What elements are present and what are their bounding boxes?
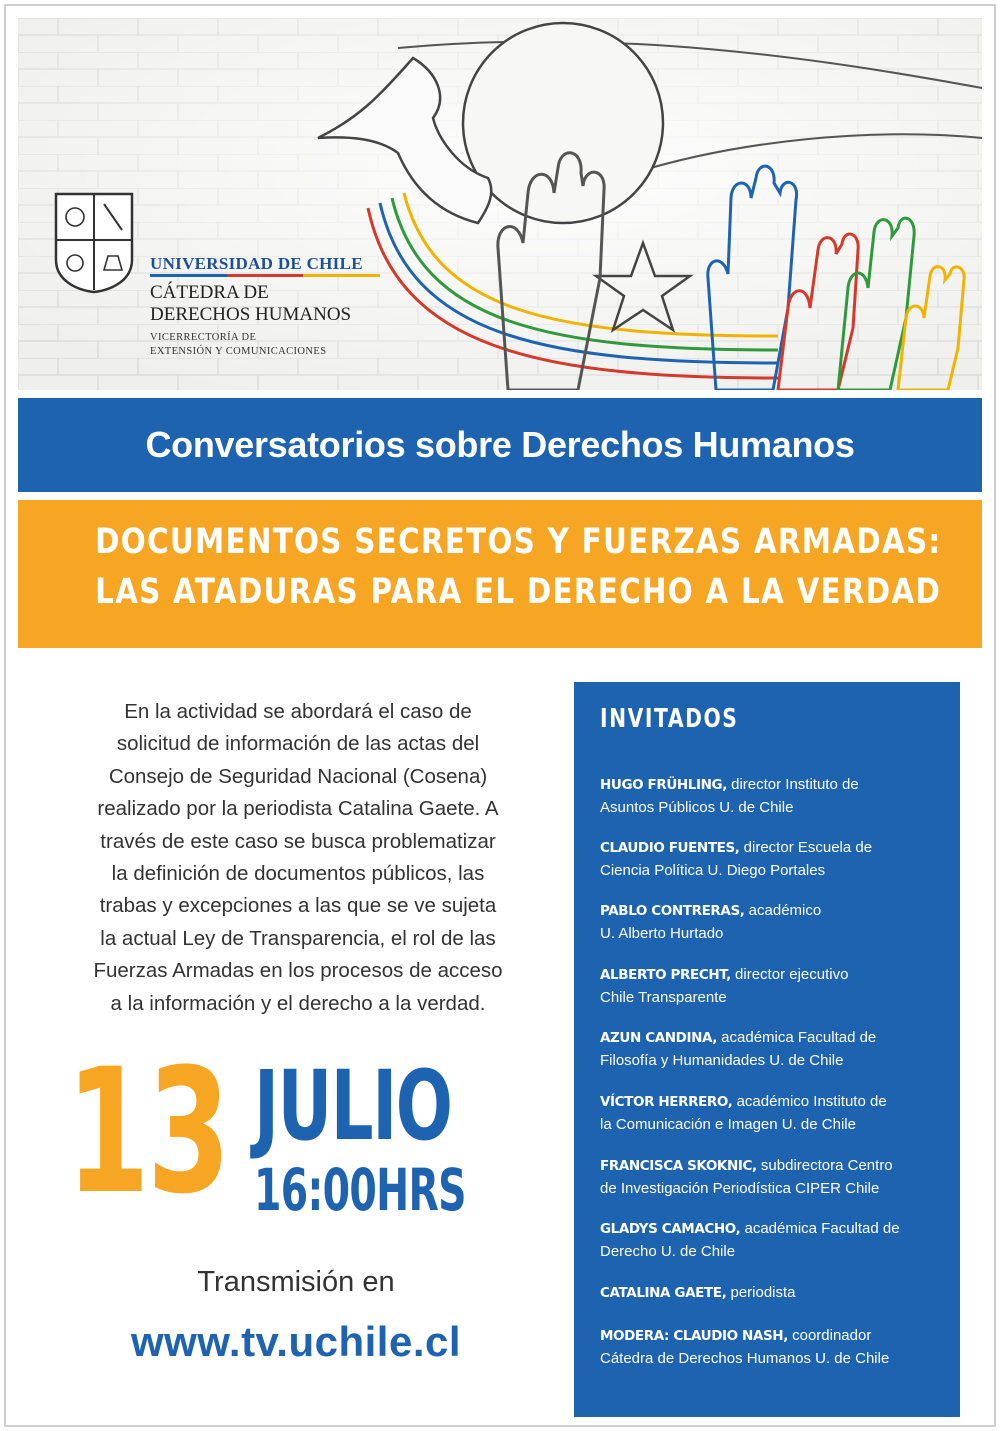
guest-role-cont: de Investigación Periodística CIPER Chile [600,1179,880,1197]
vicerrectoria-line1: VICERRECTORÍA DE [150,332,257,343]
guest-item [600,837,950,881]
guests-title: INVITADOS [600,704,739,734]
guest-name: HUGO FRÜHLING, [600,777,727,793]
series-title: Conversatorios sobre Derechos Humanos [145,424,855,465]
description-line: solicitud de información de las actas del [116,732,480,756]
description-line: la definición de documentos públicos, las [111,862,485,886]
guest-name: CLAUDIO FUENTES, [600,840,740,856]
guest-role-cont: la Comunicación e Imagen U. de Chile [600,1115,856,1133]
guest-role: académica Facultad de [740,1220,900,1237]
guest-item [600,1325,950,1369]
guest-role: subdirectora Centro [756,1157,893,1174]
guest-role: académico [744,902,822,919]
guest-item [600,900,950,944]
guest-role-cont: Derecho U. de Chile [600,1242,736,1260]
guest-name: MODERA: CLAUDIO NASH, [600,1328,788,1344]
guest-name: AZUN CANDINA, [600,1030,718,1046]
guest-role: periodista [726,1284,796,1301]
guests-panel [574,682,960,1417]
guest-role: académico Instituto de [732,1093,887,1110]
description-line: Consejo de Seguridad Nacional (Cosena) [108,764,488,788]
broadcast-label: Transmisión en [197,1266,395,1298]
guest-role: director Escuela de [739,839,873,856]
guest-name: VÍCTOR HERRERO, [600,1094,733,1110]
description-line: realizado por la periodista Catalina Gaete. A [97,797,499,821]
guest-role-cont: Ciencia Política U. Diego Portales [600,861,826,879]
event-title-line2: LAS ATADURAS PARA EL DERECHO A LA VERDAD [95,572,942,612]
guest-role: académica Facultad de [717,1029,877,1046]
guest-item [600,1091,950,1135]
event-title-line1: DOCUMENTOS SECRETOS Y FUERZAS ARMADAS: [95,522,942,562]
guest-item [600,1282,950,1305]
guest-name: FRANCISCA SKOKNIC, [600,1158,757,1174]
tricolor-rule [150,274,380,277]
guest-item [600,774,950,818]
university-name: UNIVERSIDAD DE CHILE [150,254,363,273]
poster [4,4,996,1427]
guest-name: ALBERTO PRECHT, [600,967,731,983]
guest-role: director Instituto de [726,776,859,793]
header-illustration [18,18,982,390]
description-line: través de este caso se busca problematizar [100,829,496,853]
university-logo-block [52,190,392,380]
event-day: 13 [66,1031,228,1232]
event-description [48,696,548,1020]
description-line: a la información y el derecho a la verdad. [110,991,486,1015]
broadcast-url: www.tv.uchile.cl [130,1318,462,1365]
guest-name: GLADYS CAMACHO, [600,1221,741,1237]
series-banner [18,398,982,492]
guest-role: coordinador [787,1327,872,1344]
globe-icon [463,23,663,223]
event-time: 16:00HRS [254,1156,466,1224]
guest-item [600,1027,950,1071]
guest-item [600,964,950,1008]
vicerrectoria-line2: EXTENSIÓN Y COMUNICACIONES [150,346,327,357]
description-line: la actual Ley de Transparencia, el rol de las [100,926,496,950]
guest-role-cont: Asuntos Públicos U. de Chile [600,798,794,816]
event-title-banner [18,500,982,648]
guest-role-cont: U. Alberto Hurtado [600,924,724,942]
guest-item [600,1218,950,1262]
description-line: trabas y excepciones a las que se ve sujeta [99,894,497,918]
guest-item [600,1155,950,1199]
guest-name: CATALINA GAETE, [600,1285,727,1301]
catedra-title-line1: CÁTEDRA DE [150,282,269,303]
guest-role-cont: Filosofía y Humanidades U. de Chile [600,1051,844,1069]
description-line: En la actividad se abordará el caso de [124,700,472,723]
university-shield-icon [52,190,136,294]
guest-role-cont: Chile Transparente [600,988,727,1006]
event-month: JULIO [254,1050,452,1162]
guest-role-cont: Cátedra de Derechos Humanos U. de Chile [600,1349,890,1367]
guest-name: PABLO CONTRERAS, [600,903,745,919]
catedra-title-line2: DERECHOS HUMANOS [150,304,352,325]
guest-role: director ejecutivo [730,966,849,983]
description-line: Fuerzas Armadas en los procesos de acceso [93,959,503,983]
